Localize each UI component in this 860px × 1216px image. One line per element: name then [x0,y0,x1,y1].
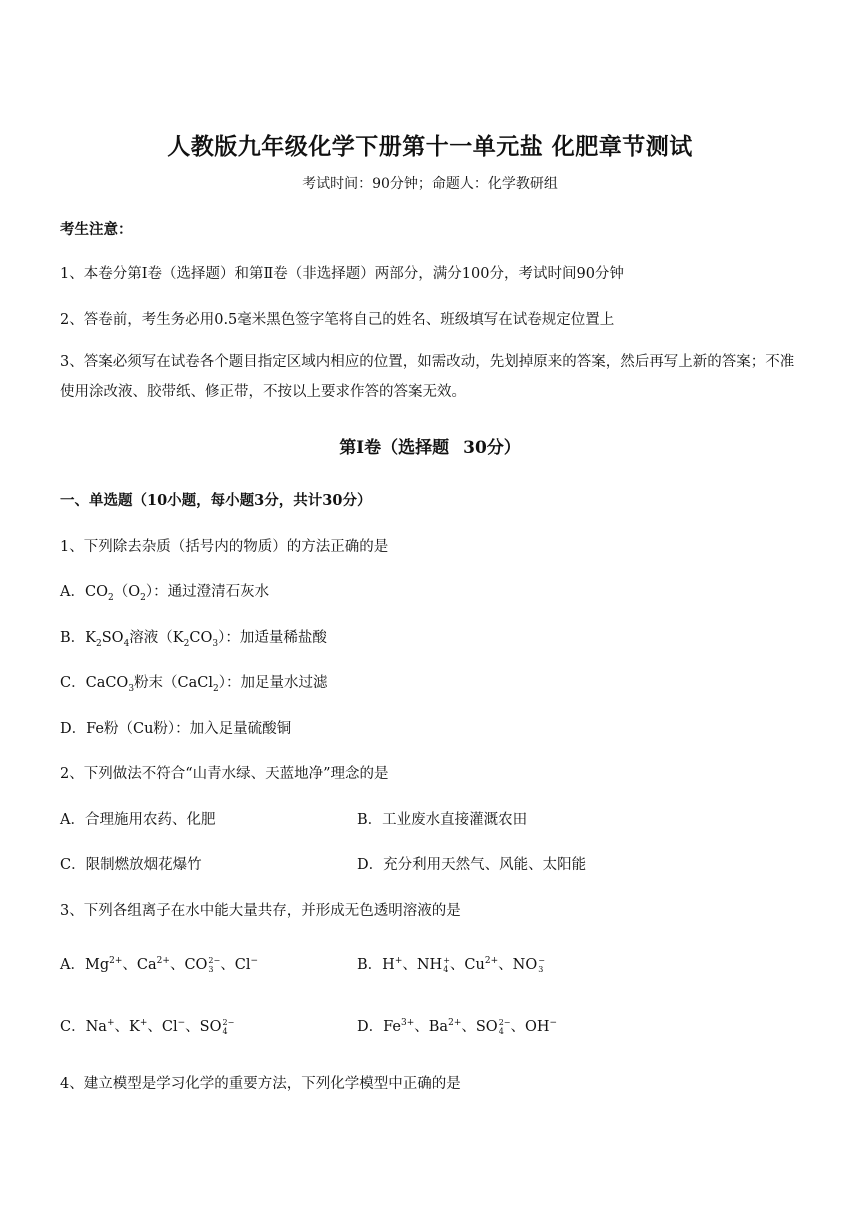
question-2-option-a: A．合理施用农药、化肥 [60,812,216,828]
question-3-option-b: B．H+、NH + 4 、$Cu^{2+}$、NO − 3 [357,956,545,974]
notice-heading: 考生注意： [60,221,133,238]
notice-item-3: 3、答案必须写在试卷各个题目指定区域内相应的位置，如需改动，先划掉原来的答案，然后再写上新的答案；不准使用涂改液、胶带纸、修正带，不按以上要求作答的答案无效。 [60,354,795,400]
section-title [0,433,860,458]
question-2-option-b: B．工业废水直接灌溉农田 [357,812,528,828]
question-3-stem: 3、下列各组离子在水中能大量共存，并形成无色透明溶液的是 [60,903,461,919]
question-1-option-c: C．CaCO$_3$粉末（CaCl$_2$）：加足量水过滤 [60,675,328,694]
page-title: 人教版九年级化学下册第十一单元盐 化肥章节测试 [167,133,693,160]
section-title-main: 第Ⅰ卷（选择题 [339,438,450,458]
question-1-stem: 1、下列除去杂质（括号内的物质）的方法正确的是 [60,539,389,555]
notice-item-2: 2、答卷前，考生务必用0.5毫米黑色签字笔将自己的姓名、班级填写在试卷规定位置上 [60,312,615,328]
question-2-option-d: D．充分利用天然气、风能、太阳能 [357,857,587,873]
section-title-score: 30分） [463,438,521,458]
question-1-option-d: D．Fe粉（Cu粉）：加入足量硫酸铜 [60,721,292,737]
question-2-stem: 2、下列做法不符合“山青水绿、天蓝地净”理念的是 [60,766,389,782]
part-heading: 一、单选题（10小题，每小题3分，共计30分） [60,492,372,509]
question-3-option-a: A．$Mg^{2+}$、$Ca^{2+}$、CO 2− 3 、Cl− [60,956,258,974]
exam-info: 考试时间：90分钟；命题人：化学教研组 [302,176,558,192]
question-4-stem: 4、建立模型是学习化学的重要方法，下列化学模型中正确的是 [60,1076,461,1092]
notice-item-1: 1、本卷分第Ⅰ卷（选择题）和第Ⅱ卷（非选择题）两部分，满分100分，考试时间90分钟 [60,266,624,282]
question-3-option-d: D．$Fe^{3+}$、$Ba^{2+}$、SO 2− 4 、OH− [357,1018,558,1036]
question-3-option-c: C．Na+、K+、Cl−、SO 2− 4 [60,1018,235,1036]
question-1-option-b: B．$K_2SO_4$溶液$(K_2CO_3)$：加适量稀盐酸 [60,630,327,649]
question-1-option-a: A．$CO_2(O_2)$：通过澄清石灰水 [60,584,270,603]
question-2-option-c: C．限制燃放烟花爆竹 [60,857,202,873]
